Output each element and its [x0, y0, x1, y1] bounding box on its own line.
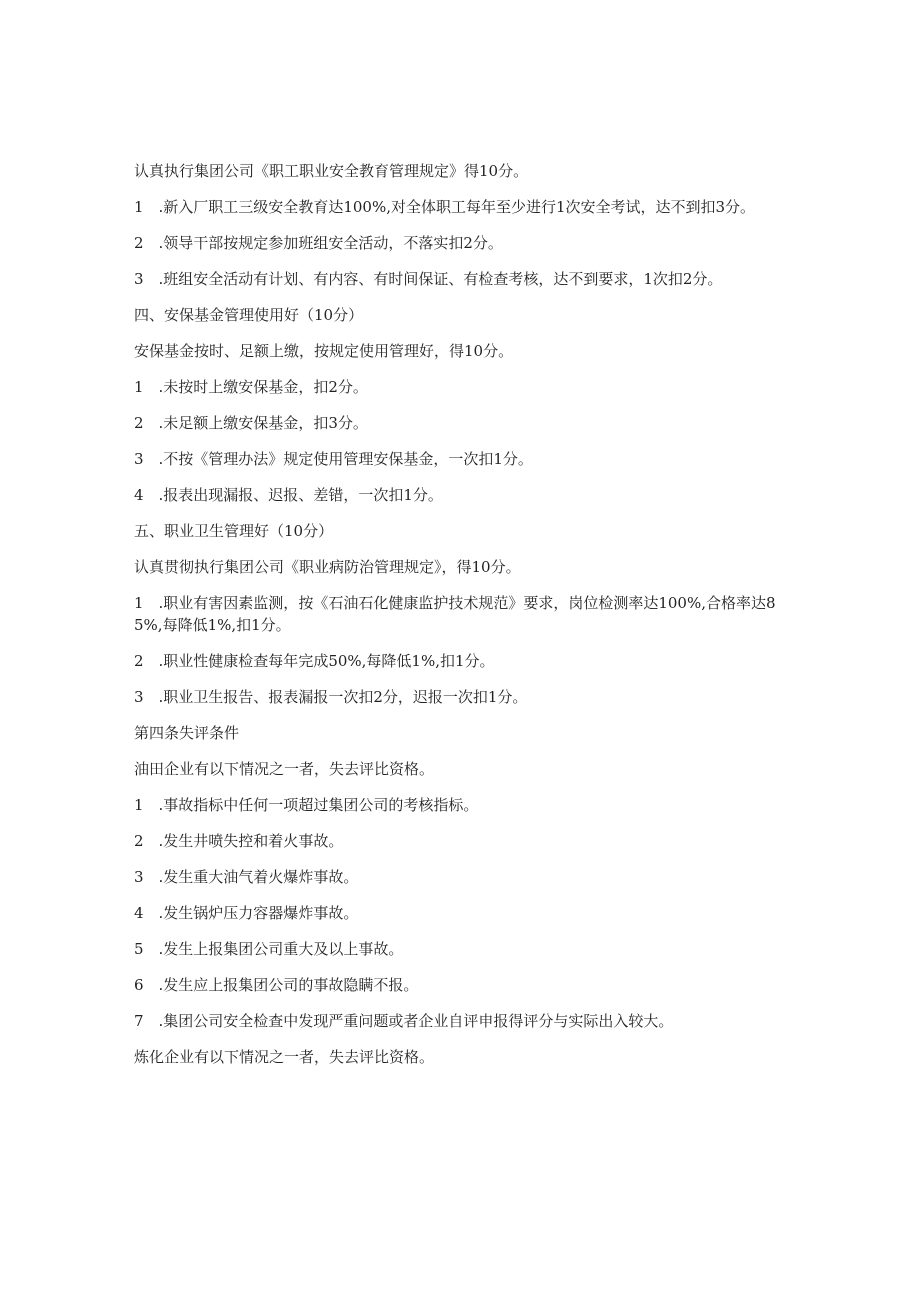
- paragraph-9: 3 .不按《管理办法》规定使用管理安保基金，一次扣1分。: [134, 450, 533, 468]
- paragraph-23: 6 .发生应上报集团公司的事故隐瞒不报。: [134, 976, 419, 994]
- paragraph-2: 1 .新入厂职工三级安全教育达100%,对全体职工每年至少进行1次安全考试，达不到扣3分。: [134, 198, 756, 216]
- paragraph-15: 3 .职业卫生报告、报表漏报一次扣2分，迟报一次扣1分。: [134, 688, 528, 706]
- paragraph-10: 4 .报表出现漏报、迟报、差错，一次扣1分。: [134, 486, 443, 504]
- paragraph-20: 3 .发生重大油气着火爆炸事故。: [134, 868, 359, 886]
- paragraph-7: 1 .未按时上缴安保基金，扣2分。: [134, 378, 368, 396]
- paragraph-13: 1 .职业有害因素监测，按《石油石化健康监护技术规范》要求，岗位检测率达100%,合格率达85%,每降低1%,扣1分。: [134, 594, 776, 634]
- document-page: [134, 160, 794, 1082]
- paragraph-24: 7 .集团公司安全检查中发现严重问题或者企业自评申报得评分与实际出入较大。: [134, 1012, 674, 1030]
- article-heading-4: 第四条失评条件: [134, 724, 240, 742]
- paragraph-21: 4 .发生锅炉压力容器爆炸事故。: [134, 904, 359, 922]
- paragraph-3: 2 .领导干部按规定参加班组安全活动，不落实扣2分。: [134, 234, 503, 252]
- paragraph-18: 1 .事故指标中任何一项超过集团公司的考核指标。: [134, 796, 479, 814]
- paragraph-1: 认真执行集团公司《职工职业安全教育管理规定》得10分。: [134, 162, 529, 180]
- paragraph-22: 5 .发生上报集团公司重大及以上事故。: [134, 940, 404, 958]
- paragraph-14: 2 .职业性健康检查每年完成50%,每降低1%,扣1分。: [134, 652, 495, 670]
- paragraph-12: 认真贯彻执行集团公司《职业病防治管理规定》，得10分。: [134, 558, 521, 576]
- paragraph-8: 2 .未足额上缴安保基金，扣3分。: [134, 414, 368, 432]
- paragraph-19: 2 .发生井喷失控和着火事故。: [134, 832, 344, 850]
- paragraph-17: 油田企业有以下情况之一者，失去评比资格。: [134, 760, 435, 778]
- section-heading-5: 五、职业卫生管理好（10分）: [134, 522, 334, 540]
- paragraph-6: 安保基金按时、足额上缴，按规定使用管理好，得10分。: [134, 342, 514, 360]
- paragraph-4: 3 .班组安全活动有计划、有内容、有时间保证、有检查考核，达不到要求，1次扣2分。: [134, 270, 723, 288]
- section-heading-4: 四、安保基金管理使用好（10分）: [134, 306, 364, 324]
- paragraph-25: 炼化企业有以下情况之一者，失去评比资格。: [134, 1048, 435, 1066]
